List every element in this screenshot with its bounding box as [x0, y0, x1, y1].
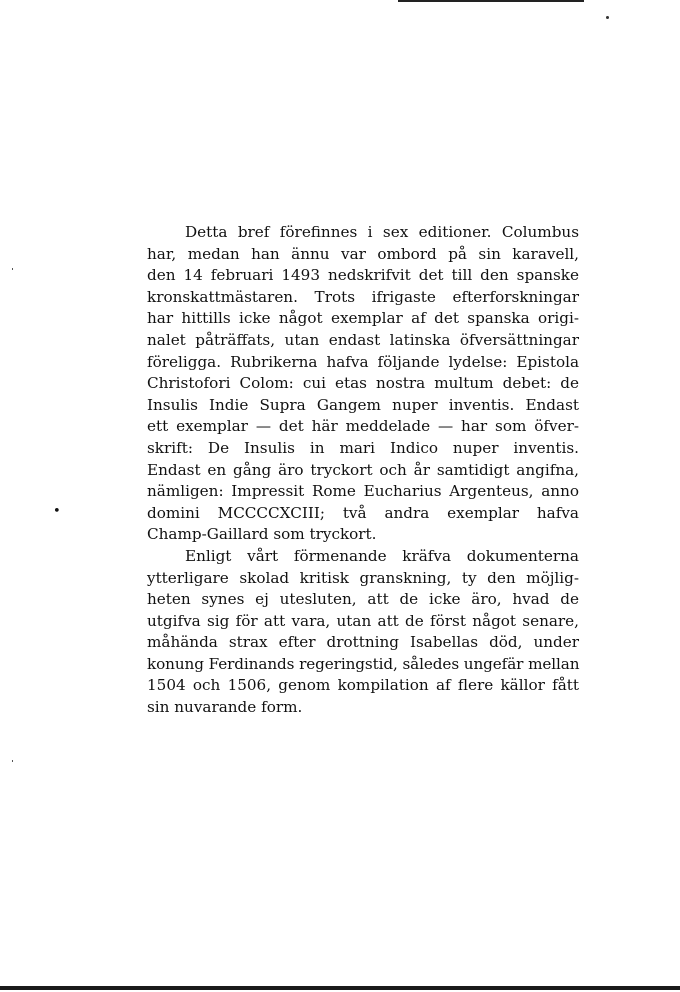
margin-bullet-mark: •	[53, 504, 61, 519]
text-line: Insulis Indie Supra Gangem nuper inventis. Endast	[147, 395, 579, 414]
paragraph-2	[147, 546, 579, 719]
bottom-edge-rule	[0, 986, 680, 990]
left-edge-speck	[12, 760, 13, 762]
text-line: heten synes ej utesluten, att de icke äro, hvad de	[147, 590, 579, 609]
text-line: den 14 februari 1493 nedskrifvit det till den spanske	[147, 266, 579, 285]
text-line: ytterligare skolad kritisk granskning, ty den möjlig-	[147, 568, 579, 587]
text-line: kronskattmästaren. Trots ifrigaste efterforskningar	[147, 287, 579, 306]
text-line: nalet påträffats, utan endast latinska öfversättningar	[147, 330, 579, 349]
text-line: konung Ferdinands regeringstid, således ungefär mellan	[147, 654, 580, 673]
text-line: har hittills icke något exemplar af det spanska origi-	[147, 309, 579, 328]
paragraph-1	[147, 222, 579, 546]
text-line: skrift: De Insulis in mari Indico nuper inventis.	[147, 438, 579, 457]
body-text	[147, 222, 579, 719]
text-line: föreligga. Rubrikerna hafva följande lydelse: Epistola	[147, 352, 579, 371]
text-line: Enligt vårt förmenande kräfva dokumenterna	[185, 546, 579, 565]
corner-speck	[606, 16, 609, 19]
text-line: 1504 och 1506, genom kompilation af flere källor fått	[147, 676, 579, 695]
text-line: Endast en gång äro tryckort och år samtidigt angifna,	[147, 460, 579, 479]
text-line: nämligen: Impressit Rome Eucharius Argenteus, anno	[147, 482, 579, 501]
left-edge-speck	[12, 268, 13, 270]
top-edge-rule	[398, 0, 584, 2]
text-line: Christofori Colom: cui etas nostra multum debet: de	[147, 374, 579, 393]
text-line: har, medan han ännu var ombord på sin karavell,	[147, 244, 579, 263]
text-line: sin nuvarande form.	[147, 698, 303, 717]
text-line: måhända strax efter drottning Isabellas död, under	[147, 633, 579, 652]
text-line: utgifva sig för att vara, utan att de först något senare,	[147, 611, 579, 630]
text-line: domini MCCCCXCIII; två andra exemplar hafva	[147, 503, 579, 522]
text-line: Detta bref förefinnes i sex editioner. Columbus	[185, 223, 579, 241]
text-line: Champ-Gaillard som tryckort.	[147, 525, 377, 544]
text-line: ett exemplar — det här meddelade — har som öfver-	[147, 417, 579, 436]
